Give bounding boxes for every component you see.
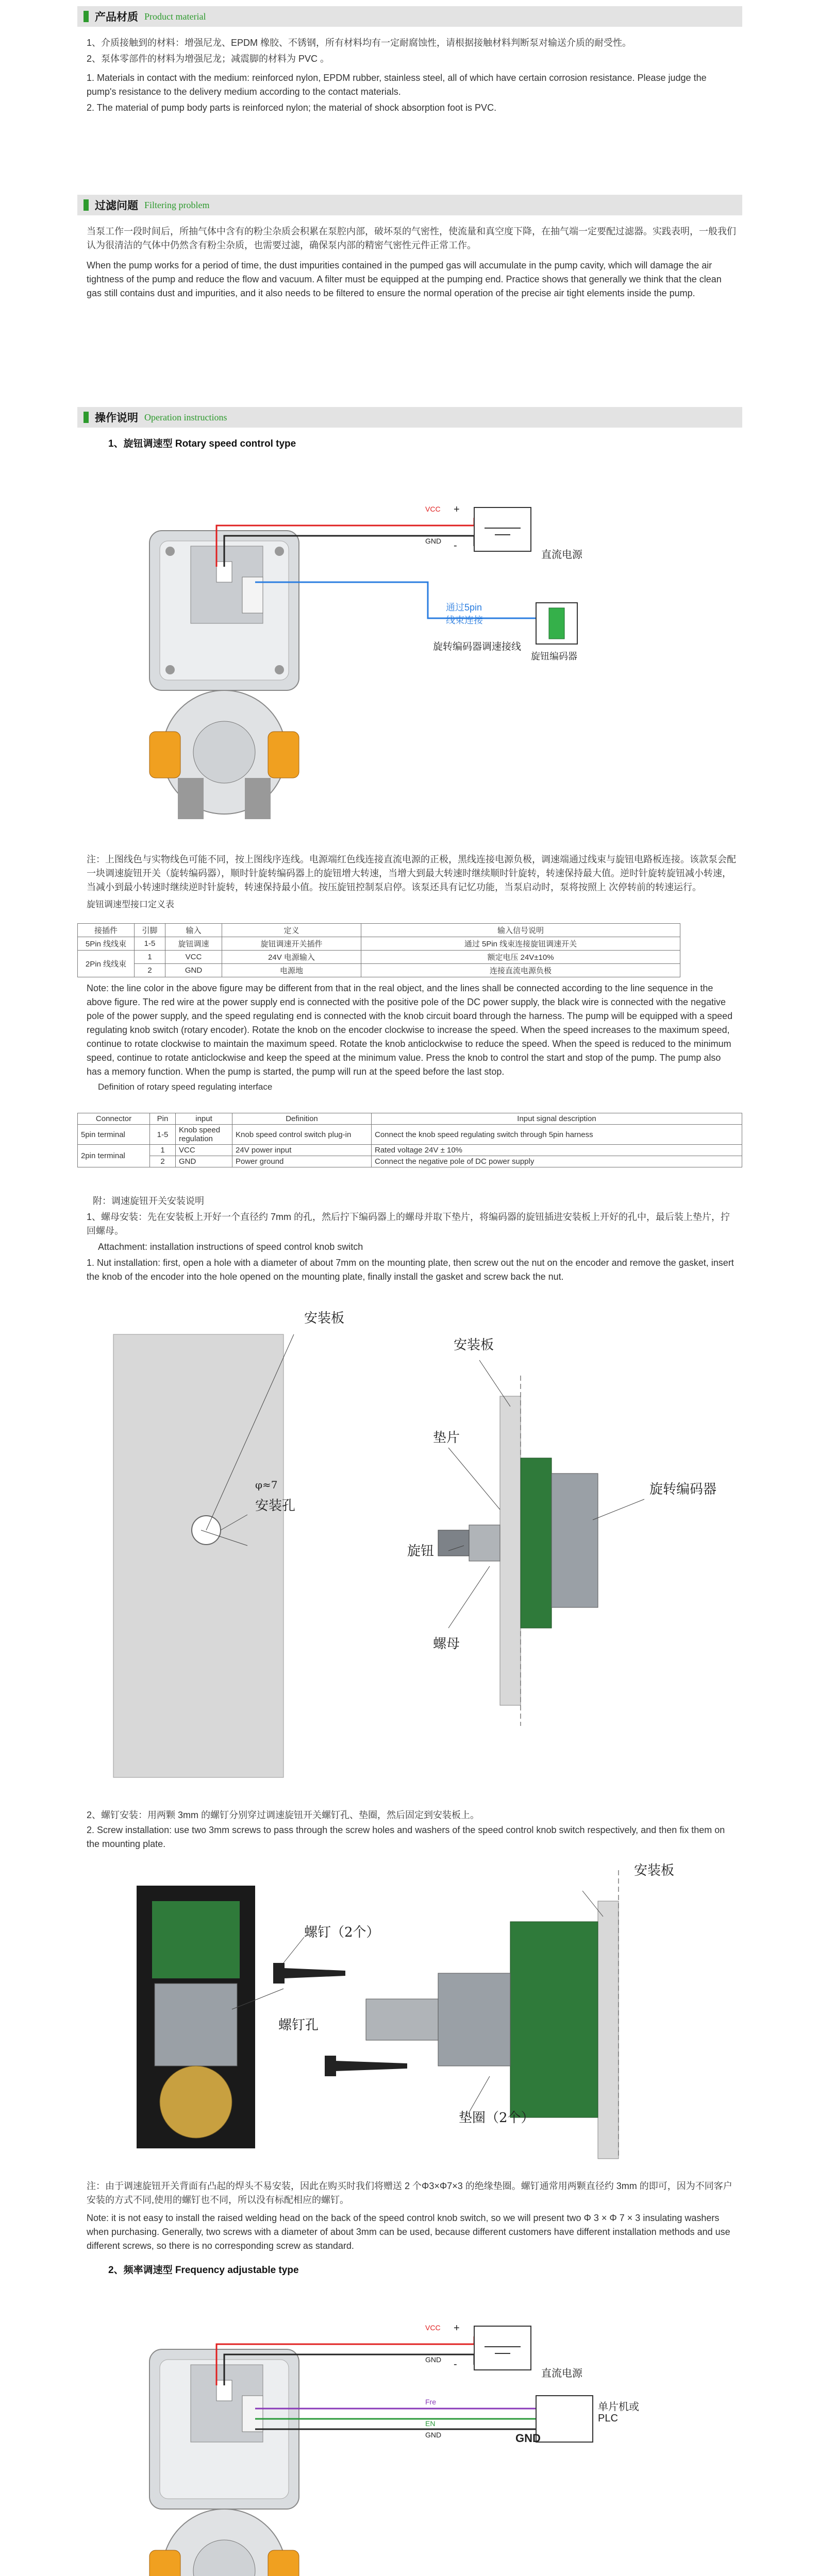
rotary-note-zh [77,853,742,911]
section-title-en: Product material [144,11,206,22]
screw-svg [77,1860,742,2164]
nut-install-diagram [77,1303,742,1803]
section-title-zh: 操作说明 [95,412,138,424]
th: Pin [150,1113,176,1125]
plus-label: + [454,504,460,515]
td: Connect the knob speed regulating switch through 5pin harness [372,1125,742,1145]
td: Power ground [232,1156,372,1167]
paragraph: 附：调速旋钮开关安装说明 [93,1196,204,1206]
freq-wiring-svg [139,2287,665,2576]
th: Definition [232,1113,372,1125]
section-marker [84,412,89,423]
th: 接插件 [78,924,135,937]
td: 5pin terminal [78,1125,150,1145]
subheading-frequency: 2、频率调速型 Frequency adjustable type [108,2265,299,2276]
section-operation [77,407,742,450]
plate-label: 安装板 [304,1311,345,1326]
th: 定义 [222,924,361,937]
td: 2 [150,1156,176,1167]
td: 1 [150,1145,176,1156]
encoder-label: 旋转编码器 [649,1482,717,1497]
th: input [176,1113,232,1125]
paragraph: 1. Nut installation: first, open a hole with a diameter of about 7mm on the mounting plate, then screw out the nut on the encoder and remove the gasket, insert the knob of the encoder into the hole opened on the mounting plate, finally install the gasket and screw back the nut. [87,1258,734,1282]
paragraph: 注：上图线色与实物线色可能不同，按上图线序连线。电源端红色线连接直流电源的正极，黑线连接电源负极，调速端通过线束与旋钮电路板连接。该款泵会配一块调速旋钮开关（旋转编码器），顺时针旋转编码器上的旋钮增大转速，当增大到最大转速时继续顺时针旋转，转速保持最大值。逆时针旋转旋钮减小转速，当减小到最小转速时继续逆时针旋转，转速保持最小值。按压旋钮控制泵启停。该泵还具有记忆功能，当泵启动时，泵将按照上 次停转前的转速运行。 [87,854,736,892]
fre-label: Fre [425,2398,436,2406]
td: Knob speed control switch plug-in [232,1125,372,1145]
td: 24V power input [232,1145,372,1156]
mcu-label-2: PLC [598,2413,618,2424]
subheading-rotary: 1、旋钮调速型 Rotary speed control type [108,438,296,449]
section-title-zh: 产品材质 [95,11,138,23]
th: 输入 [165,924,222,937]
td: 连接直流电源负极 [361,964,680,977]
td: VCC [176,1145,232,1156]
gnd-label: GND [425,2355,442,2364]
paragraph: 1、螺母安装：先在安装板上开好一个直径约 7mm 的孔，然后拧下编码器上的螺母并取下垫片，将编码器的旋钮插进安装板上开好的孔中，最后装上垫片，拧回螺母。 [87,1212,730,1236]
rotary-note-en [77,981,742,1094]
paragraph: 2、螺钉安装：用两颗 3mm 的螺钉分别穿过调速旋钮开关螺钉孔、垫圈，然后固定到安装板上。 [87,1810,480,1820]
td: 2pin terminal [78,1145,150,1167]
td: 通过 5Pin 线束连接旋钮调速开关 [361,937,680,951]
td: 1 [135,951,165,964]
section-header [77,6,742,27]
gnd2-label: GND [425,2431,442,2439]
knob-encoder-label: 旋钮编码器 [531,651,577,662]
paragraph: Attachment: installation instructions of speed control knob switch [98,1242,363,1252]
vcc-label: VCC [425,505,441,513]
hole-label: 安装孔 [255,1498,296,1514]
td: 旋钮调速 [165,937,222,951]
wiring-svg [139,464,665,835]
paragraph: 当泵工作一段时间后，所抽气体中含有的粉尘杂质会积累在泵腔内部，破坏泵的气密性，使流量和真空度下降，在抽气端一定要配过滤器。实践表明，一般我们认为很清洁的气体中仍然含有粉尘杂质，也需要过滤，确保泵内部的精密气密性元件正常工作。 [87,226,736,250]
washer-notes [77,2179,742,2276]
td: Connect the negative pole of DC power supply [372,1156,742,1167]
via-5pin-label: 通过5pin [446,602,482,613]
section-filtering [77,195,742,300]
plus-label: + [454,2323,460,2334]
paragraph: 2. Screw installation: use two 3mm screws to pass through the screw holes and washers of the speed control knob switch respectively, and then fix them on the mounting plate. [87,1825,725,1849]
td: 24V 电源输入 [222,951,361,964]
section-title-en: Operation instructions [144,412,227,422]
td: GND [176,1156,232,1167]
paragraph: 1、介质接触到的材料：增强尼龙、EPDM 橡胶、不锈钢，所有材料均有一定耐腐蚀性，请根据接触材料判断泵对输送介质的耐受性。 [87,38,632,48]
th: 引脚 [135,924,165,937]
td: 1-5 [150,1125,176,1145]
td: 2Pin 线线束 [78,951,135,977]
rotary-wiring-diagram [139,464,665,835]
attachment-notes [77,1194,742,1284]
dc-power-label: 直流电源 [541,2368,582,2379]
td: 额定电压 24V±10% [361,951,680,964]
td: 2 [135,964,165,977]
encoder-wiring-label: 旋转编码器调速接线 [433,641,522,652]
gnd-label: GND [425,537,442,545]
washer-label: 垫片 [433,1430,460,1446]
rotary-interface-table-zh [77,923,680,977]
frequency-wiring-diagram [139,2287,665,2576]
gnd-big-label: GND [515,2432,541,2445]
paragraph: 1. Materials in contact with the medium: reinforced nylon, EPDM rubber, stainless steel, all of which have certain corrosion resistance. Please judge the pump's resistance to the delivery medium according to the contact materials. [87,73,707,97]
section-marker [84,199,89,211]
th: 输入信号说明 [361,924,680,937]
dc-power-label: 直流电源 [541,549,582,561]
paragraph: 注：由于调速旋钮开关背面有凸起的焊头不易安装，因此在购买时我们将赠送 2 个Φ3×Φ7×3 的绝缘垫圈。螺钉通常用两颗直径约 3mm 的即可，因为不同客户安装的方式不同,使用的螺钉也不同，所以没有标配相应的螺钉。 [87,2181,732,2205]
nut-label: 螺母 [433,1636,460,1652]
harness-label: 线束连接 [446,615,483,625]
knob-label: 旋钮 [407,1544,435,1559]
plate-label-2: 安装板 [454,1337,494,1353]
paragraph: Note: it is not easy to install the raised welding head on the back of the speed control knob switch, so we will present two Φ 3 × Φ 7 × 3 insulating washers when purchasing. Generally, two screws with a diameter of about 3mm can be used, because different customers have different installation methods and use different screws, so there is no corresponding screw as standard. [87,2213,730,2251]
table-title: 旋钮调速型接口定义表 [87,900,174,909]
td: 1-5 [135,937,165,951]
plate-label: 安装板 [634,1863,675,1878]
phi-label: φ≈7 [255,1479,278,1491]
td: 旋钮调速开关插件 [222,937,361,951]
screw-install-diagram [77,1860,742,2164]
td: VCC [165,951,222,964]
section-product-material [77,6,742,115]
th: Connector [78,1113,150,1125]
screw-hole-label: 螺钉孔 [278,2018,319,2033]
paragraph: 2、泵体零部件的材料为增强尼龙；减震脚的材料为 PVC 。 [87,54,330,64]
td: 5Pin 线线束 [78,937,135,951]
minus-label: - [454,2359,457,2370]
section-header [77,195,742,215]
mcu-label-1: 单片机或 [598,2401,639,2413]
section-header [77,407,742,428]
rotary-interface-table-en [77,1113,742,1167]
th: Input signal description [372,1113,742,1125]
washer-label: 垫圈（2个） [459,2110,535,2126]
vcc-label: VCC [425,2324,441,2332]
en-label: EN [425,2419,436,2428]
paragraph: When the pump works for a period of time, the dust impurities contained in the pumped gas will accumulate in the pump cavity, which will damage the air tightness of the pump and reduce the flow and vacuum. A filter must be equipped at the pumping end. Practice shows that generally we think that the clean gas still contains dust and impurities, and it also needs to be filtered to ensure the normal operation of the precise air tight elements inside the pump. [87,260,722,298]
section-marker [84,11,89,22]
paragraph: Note: the line color in the above figure may be different from that in the real object, and the lines shall be connected according to the line sequence in the above figure. The red wire at the power supply end is connected with the positive pole of the DC power supply, the black wire is connected with the negative pole of the power supply, and the speed regulating end is connected with the knob circuit board through the harness. The pump will be equipped with a speed regulating knob switch (rotary encoder). Rotate the knob on the encoder clockwise to increase the speed. When the speed increases to the maximum speed, continue to rotate clockwise to maintain the maximum speed. Rotate the knob anticlockwise to reduce the speed. When the speed is reduced to the minimum speed, continue to rotate anticlockwise and keep the speed at the minimum value. Press the knob to control the start and stop of the pump. The pump also has a memory function. When the pump is started, the pump will run at the speed before the last stop. [87,983,733,1077]
td: Knob speed regulation [176,1125,232,1145]
screw-install-notes [77,1808,742,1851]
paragraph: 2. The material of pump body parts is reinforced nylon; the material of shock absorption foot is PVC. [87,103,497,113]
screw-label: 螺钉（2个） [304,1925,380,1940]
section-title-zh: 过滤问题 [95,200,138,212]
td: Rated voltage 24V ± 10% [372,1145,742,1156]
minus-label: - [454,540,457,551]
td: GND [165,964,222,977]
td: 电源地 [222,964,361,977]
section-title-en: Filtering problem [144,199,210,210]
table-title: Definition of rotary speed regulating interface [98,1082,273,1092]
